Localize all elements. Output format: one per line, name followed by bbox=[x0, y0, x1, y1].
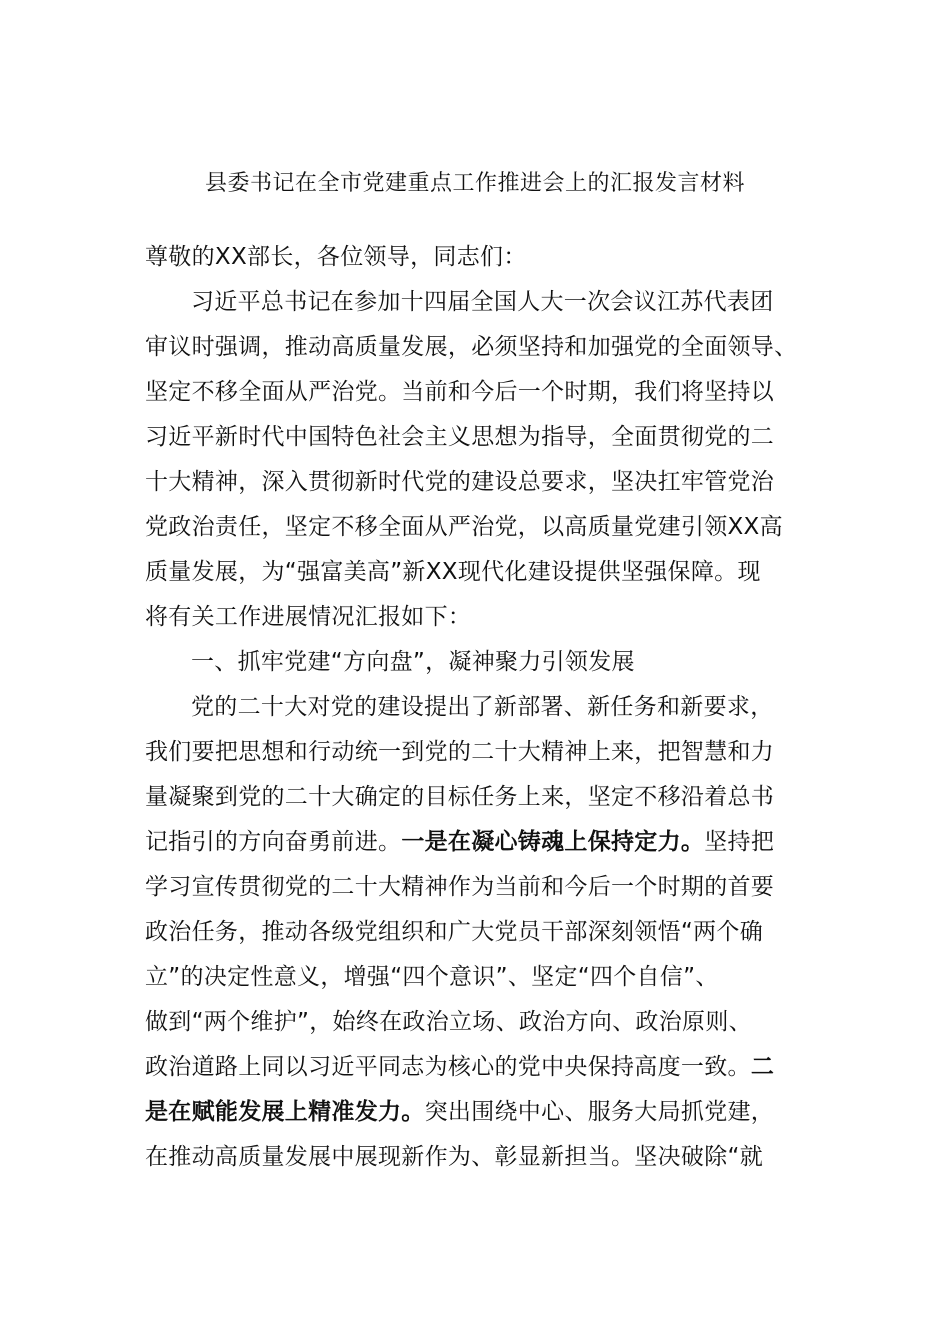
paragraph-line bbox=[145, 1090, 810, 1135]
paragraph-line bbox=[145, 280, 810, 325]
paragraph-line bbox=[145, 775, 810, 820]
paragraph-line bbox=[145, 910, 810, 955]
paragraph-line bbox=[145, 730, 810, 775]
paragraph-line bbox=[145, 505, 810, 550]
paragraph-line bbox=[145, 820, 810, 865]
text-segment: 学习宣传贯彻党的二十大精神作为当前和今后一个时期的首要 bbox=[145, 874, 775, 900]
paragraph-line bbox=[145, 550, 810, 595]
text-segment: 政治任务，推动各级党组织和广大党员干部深刻领悟“两个确 bbox=[145, 919, 764, 945]
section-heading bbox=[145, 640, 810, 685]
paragraph-line bbox=[145, 460, 810, 505]
bold-text-segment: 是在赋能发展上精准发力。 bbox=[145, 1099, 425, 1125]
document-title: 县委书记在全市党建重点工作推进会上的汇报发言材料 bbox=[204, 171, 745, 196]
text-segment: 在推动高质量发展中展现新作为、彰显新担当。坚决破除“就 bbox=[145, 1144, 764, 1170]
salutation-line bbox=[145, 235, 810, 280]
paragraph-line bbox=[145, 865, 810, 910]
document-body bbox=[145, 235, 810, 1180]
text-segment: 十大精神，深入贯彻新时代党的建设总要求，坚决扛牢管党治 bbox=[145, 469, 775, 495]
text-segment: 坚定不移全面从严治党。当前和今后一个时期，我们将坚持以 bbox=[145, 379, 775, 405]
text-segment: 习近平总书记在参加十四届全国人大一次会议江苏代表团 bbox=[191, 289, 774, 315]
text-segment: 党的二十大对党的建设提出了新部署、新任务和新要求， bbox=[191, 694, 774, 720]
text-segment: 我们要把思想和行动统一到党的二十大精神上来，把智慧和力 bbox=[145, 739, 775, 765]
paragraph-line bbox=[145, 1135, 810, 1180]
paragraph-line bbox=[145, 595, 810, 640]
text-segment: 立”的决定性意义，增强“四个意识”、坚定“四个自信”、 bbox=[145, 964, 719, 990]
paragraph-line bbox=[145, 1045, 810, 1090]
text-segment: 尊敬的XX部长，各位领导，同志们： bbox=[145, 244, 527, 270]
bold-text-segment: 二 bbox=[750, 1054, 775, 1080]
text-segment: 量凝聚到党的二十大确定的目标任务上来，坚定不移沿着总书 bbox=[145, 784, 775, 810]
text-segment: 坚持把 bbox=[704, 829, 775, 855]
text-segment: 党政治责任，坚定不移全面从严治党，以高质量党建引领XX高 bbox=[145, 514, 783, 540]
paragraph-line bbox=[145, 1000, 810, 1045]
text-segment: 政治道路上同以习近平同志为核心的党中央保持高度一致。 bbox=[145, 1054, 751, 1080]
paragraph-line bbox=[145, 370, 810, 415]
text-segment: 记指引的方向奋勇前进。 bbox=[145, 829, 402, 855]
text-segment: 将有关工作进展情况汇报如下： bbox=[145, 604, 472, 630]
text-segment: 做到“两个维护”，始终在政治立场、政治方向、政治原则、 bbox=[145, 1009, 752, 1035]
text-segment: 习近平新时代中国特色社会主义思想为指导，全面贯彻党的二 bbox=[145, 424, 775, 450]
paragraph-line bbox=[145, 325, 810, 370]
paragraph-line bbox=[145, 685, 810, 730]
text-segment: 一、抓牢党建“方向盘”，凝神聚力引领发展 bbox=[191, 649, 635, 675]
text-segment: 质量发展，为“强富美高”新XX现代化建设提供坚强保障。现 bbox=[145, 559, 761, 585]
bold-text-segment: 一是在凝心铸魂上保持定力。 bbox=[401, 829, 705, 855]
text-segment: 突出围绕中心、服务大局抓党建， bbox=[424, 1099, 775, 1125]
text-segment: 审议时强调，推动高质量发展，必须坚持和加强党的全面领导、 bbox=[145, 334, 798, 360]
paragraph-line bbox=[145, 955, 810, 1000]
paragraph-line bbox=[145, 415, 810, 460]
